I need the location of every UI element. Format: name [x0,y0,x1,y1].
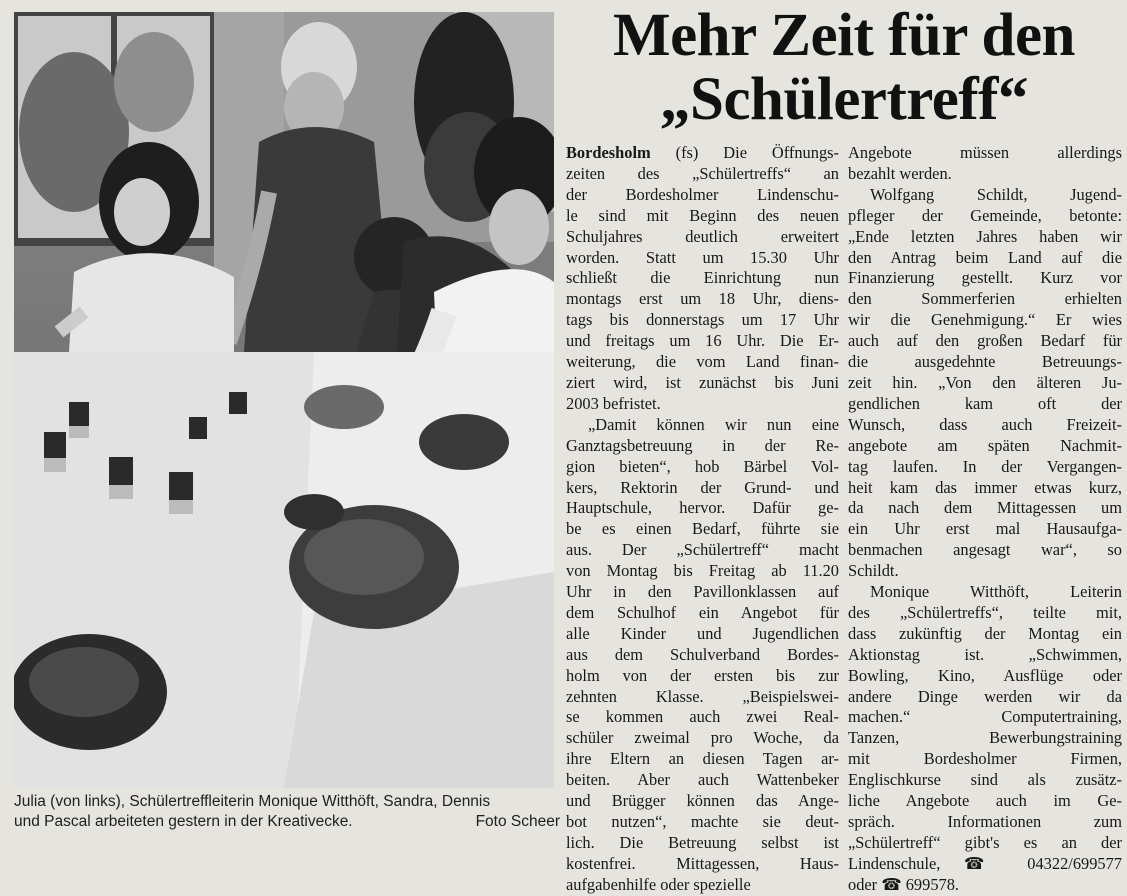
article-line: Wolfgang Schildt, Jugend- [870,184,1122,204]
photo-caption [14,792,560,832]
article-line: be es einen Bedarf, führte sie [566,519,839,539]
article-line: Hauptschule, hervor. Dafür ge- [566,498,839,518]
article-line: kostenfrei. Mittagessen, Haus- [566,853,839,873]
article-line: ziert wird, ist zunächst bis Juni [566,372,839,392]
article-line: dem Schulhof ein Angebot für [566,602,839,622]
article-line: den Sommerferien erhielten [848,289,1122,309]
article-line: mit Bordesholmer Firmen, [848,749,1122,769]
article-line: aus. Der „Schülertreff“ macht [566,540,839,560]
article-column-2 [848,143,1122,896]
article-line: ein Uhr erst mal Hausaufga- [848,519,1122,539]
article-line: 2003 befristet. [566,393,661,413]
article-line: wir die Genehmigung.“ Er wies [848,310,1122,330]
article-line: Monique Witthöft, Leiterin [870,582,1122,602]
article-line: Bowling, Kino, Ausflüge oder [848,665,1122,685]
article-line: ihre Eltern an diesen Tagen ar- [566,749,839,769]
article-photo [14,12,554,788]
article-line: Englischkurse sind als zusätz- [848,770,1122,790]
article-line: „Ende letzten Jahres haben wir [848,226,1122,246]
article-line: des „Schülertreffs“, teilte mit, [848,602,1122,622]
article-line: Finanzierung gestellt. Kurz vor [848,268,1122,288]
headline-line: „Schülertreff“ [660,66,1028,133]
article-line: andere Dinge werden wir da [848,686,1122,706]
photo-image [14,12,554,788]
article-line: le sind mit Beginn des neuen [566,205,839,225]
article-line: Angebote müssen allerdings [848,143,1122,162]
article-line: heit kam das immer etwas kurz, [848,477,1122,497]
dateline: Bordesholm [566,143,676,162]
article-line: auch auf den großen Bedarf für [848,331,1122,351]
article-line: und Brügger können das Ange- [566,791,839,811]
article-line: weiterung, die vom Land finan- [566,352,839,372]
article-line: schließt die Einrichtung nun [566,268,839,288]
article-line: lich. Die Betreuung selbst ist [566,832,839,852]
article-line: machen.“ Computertraining, [848,707,1122,727]
article-line: liche Angebote auch im Ge- [848,791,1122,811]
article-line: pfleger der Gemeinde, betonte: [848,205,1122,225]
article-line: den Antrag beim Land auf die [848,247,1122,267]
article-line: da nach dem Mittagessen um [848,498,1122,518]
article-line: Uhr in den Pavillonklassen auf [566,582,839,602]
article-line: Ganztagsbetreuung in der Re- [566,435,839,455]
article-line: alle Kinder und Jugendlichen [566,623,839,643]
article-line: Schuljahres deutlich erweitert [566,226,839,246]
article-line: benmachen angesagt war“, so [848,540,1122,560]
article-line: zeiten des „Schülertreffs“ an [566,163,839,183]
article-line: angebote am späten Nachmit- [848,435,1122,455]
caption-line: und Pascal arbeiteten gestern in der Kreativecke. [14,813,353,830]
headline-line: Mehr Zeit für den [613,2,1075,69]
article-line: Aktionstag ist. „Schwimmen, [848,644,1122,664]
article-line: Lindenschule, ☎ 04322/699577 [848,853,1122,873]
article-line: die ausgedehnte Betreuungs- [848,352,1122,372]
photo-credit: Foto Scheer [475,813,560,830]
article-line: zeit hin. „Von den älteren Ju- [848,372,1122,392]
headline [566,4,1122,132]
article-line: montags erst um 18 Uhr, diens- [566,289,839,309]
article-line: Wunsch, dass auch Freizeit- [848,414,1122,434]
article-line: der Bordesholmer Lindenschu- [566,184,839,204]
article-line: worden. Statt um 15.30 Uhr [566,247,839,267]
article-line: bezahlt werden. [848,163,952,183]
article-line: bot nutzen“, machte sie deut- [566,812,839,831]
article-line: „Damit können wir nun eine [588,414,839,434]
article-line: tag laufen. In der Vergangen- [848,456,1122,476]
article-line: von Montag bis Freitag ab 11.20 [566,561,839,581]
article-line: „Schülertreff“ gibt's es an der [848,832,1122,852]
article-line: zehnten Klasse. „Beispielswei- [566,686,839,706]
article-line: und freitags um 16 Uhr. Die Er- [566,331,839,351]
article-line: Schildt. [848,561,899,581]
article-line: Bordesholm (fs) Die Öffnungs- [566,143,839,162]
article-line: gion bieten“, hob Bärbel Vol- [566,456,839,476]
article-line: Tanzen, Bewerbungstraining [848,728,1122,748]
article-line: spräch. Informationen zum [848,812,1122,831]
article-line: tags bis donnerstags um 17 Uhr [566,310,839,330]
article-line: kers, Rektorin der Grund- und [566,477,839,497]
article-line: schüler zweimal pro Woche, da [566,728,839,748]
article-line: oder ☎ 699578. [848,874,960,894]
article-line: se kommen auch zwei Real- [566,707,839,727]
article-line: aus dem Schulverband Bordes- [566,644,839,664]
article-column-1 [566,143,839,896]
article-line: aufgabenhilfe oder spezielle [566,874,751,894]
article-line: holm von der ersten bis zur [566,665,839,685]
article-line: dass zukünftig der Montag ein [848,623,1122,643]
article-line: beiten. Aber auch Wattenbeker [566,770,839,790]
caption-line: Julia (von links), Schülertreffleiterin Monique Witthöft, Sandra, Dennis [14,793,491,810]
article-line: gendlichen kam oft der [848,393,1122,413]
